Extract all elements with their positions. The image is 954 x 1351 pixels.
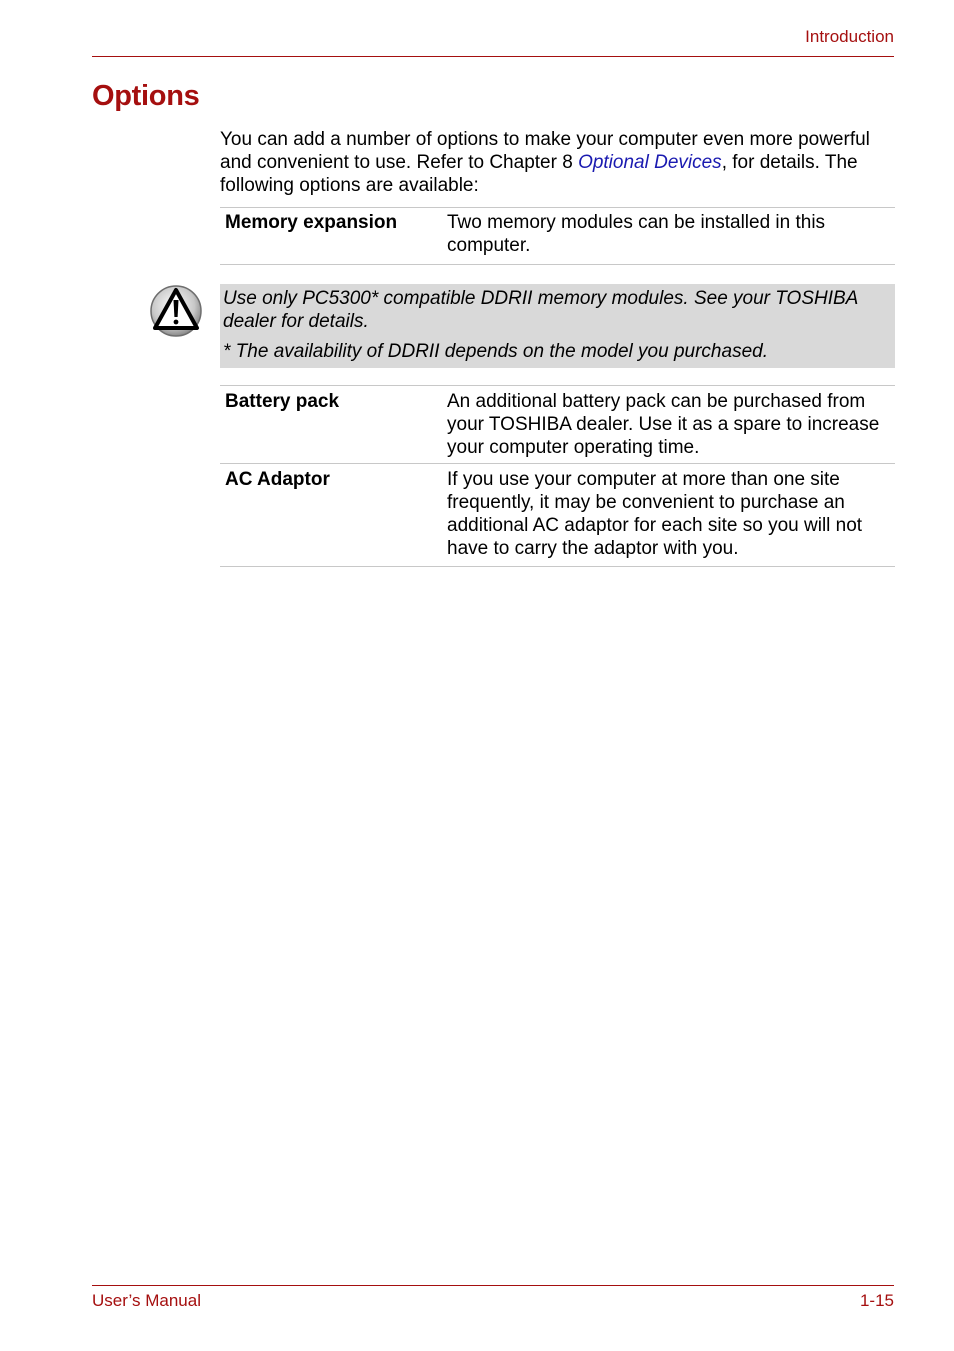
intro-text-after: , for details. The following options are available:: [220, 152, 858, 196]
footer-divider: [92, 1285, 894, 1286]
intro-paragraph: [220, 128, 895, 197]
option-description: An additional battery pack can be purchased from your TOSHIBA dealer. Use it as a spare to increase your computer operating time.: [447, 391, 880, 458]
option-description: If you use your computer at more than one site frequently, it may be convenient to purchase an additional AC adaptor for each site so you will not have to carry the adaptor with you.: [447, 469, 863, 559]
option-term: Battery pack: [225, 391, 340, 412]
header-divider: [92, 56, 894, 57]
options-table-memory: [220, 207, 895, 265]
table-row: [220, 386, 895, 464]
option-description: Two memory modules can be installed in this computer.: [447, 212, 826, 256]
options-table-power: [220, 385, 895, 567]
optional-devices-link[interactable]: Optional Devices: [578, 152, 722, 173]
page-title: Options: [92, 80, 200, 112]
caution-footnote: * The availability of DDRII depends on the model you purchased.: [223, 341, 768, 362]
table-row: [220, 464, 895, 567]
caution-triangle-graphic: [149, 284, 203, 338]
footer-manual-title: User’s Manual: [92, 1291, 201, 1310]
option-term: AC Adaptor: [225, 469, 330, 490]
page-number: 1-15: [859, 1291, 894, 1310]
caution-text: Use only PC5300* compatible DDRII memory modules. See your TOSHIBA dealer for details.: [223, 288, 858, 332]
option-term: Memory expansion: [225, 212, 398, 233]
intro-text-before: You can add a number of options to make your computer even more powerful and convenient to use. Refer to Chapter 8: [220, 129, 870, 173]
running-header: Introduction: [805, 27, 894, 46]
caution-icon: [149, 284, 203, 338]
caution-note: [220, 284, 895, 368]
table-row: [220, 208, 895, 265]
